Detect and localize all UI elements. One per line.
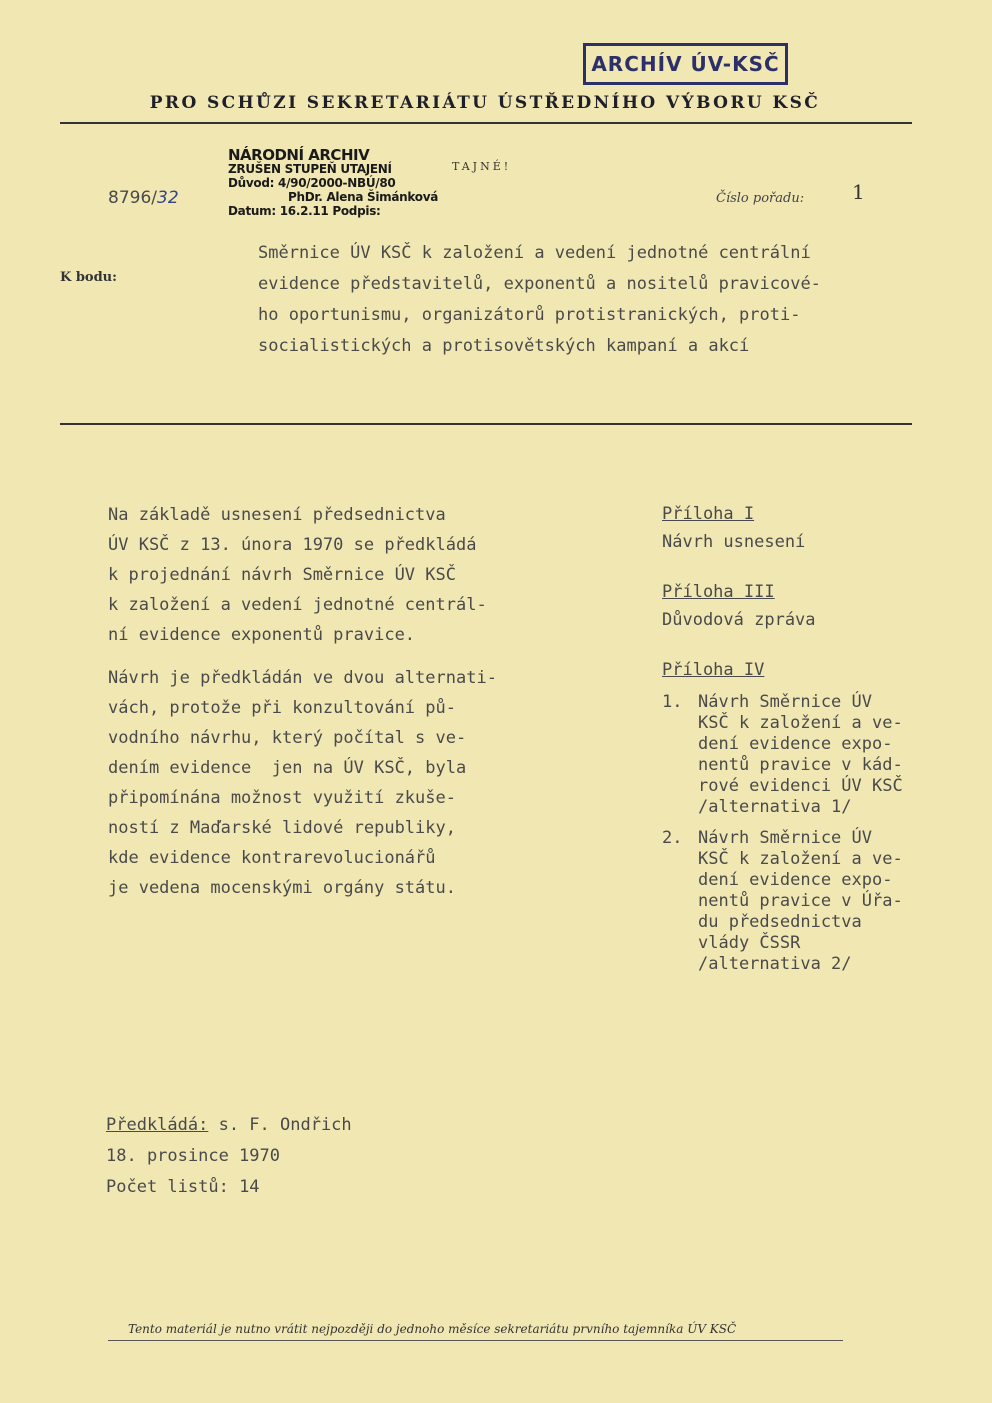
header-divider [60, 122, 912, 124]
stamp-line: PhDr. Alena Šimánková [288, 190, 439, 204]
attachment-title: Příloha IV [662, 660, 765, 680]
presenter-line [106, 1110, 352, 1141]
subject-line: Směrnice ÚV KSČ k založení a vedení jednotné centrální [258, 243, 811, 263]
bottom-divider [108, 1340, 843, 1341]
body-paragraph: Návrh je předkládán ve dvou alternati- vách, protože při konzultování pů- vodního návrhu, který počítal s ve- dením evidence jen na ÚV KSČ, byla připomínána možnost využití zkuše- ností z Maďarské lidové republiky, kde evidence kontrarevolucionářů je vedena mocenskými orgány státu. [108, 668, 497, 898]
alternative-number: 1. [662, 692, 683, 712]
attachment-subtitle: Důvodová zpráva [662, 610, 816, 630]
reference-prefix: 8796/ [108, 188, 157, 208]
archive-stamp: ARCHÍV ÚV-KSČ [583, 43, 788, 85]
presenter-name: s. F. Ondřich [208, 1115, 352, 1135]
alternative-number: 2. [662, 828, 683, 848]
document-date: 18. prosince 1970 [106, 1146, 280, 1166]
subject-line: socialistických a protisovětských kampaní a akcí [258, 336, 750, 356]
pages-line [106, 1172, 352, 1203]
reference-handwritten: 32 [157, 188, 179, 208]
presenter-label: Předkládá: [106, 1115, 209, 1135]
order-value: 1 [852, 180, 865, 204]
declassification-stamp [228, 148, 468, 218]
classification-label: TAJNÉ! [452, 160, 512, 173]
attachments-list [662, 500, 962, 985]
attachment-subtitle: Návrh usnesení [662, 532, 806, 552]
pages-value: 14 [228, 1177, 260, 1197]
subject-divider [60, 423, 912, 425]
footer-block [106, 1110, 352, 1203]
pages-label: Počet listů: [106, 1177, 229, 1197]
k-bodu-label: K bodu: [60, 270, 117, 285]
alternative-text: Návrh Směrnice ÚV KSČ k založení a ve- dení evidence expo- nentů pravice v Úřa- du předsednictva vlády ČSSR /alternativa 2/ [698, 828, 903, 974]
stamp-line: Důvod: 4/90/2000-NBÚ/80 [228, 176, 396, 190]
stamp-line: Datum: 16.2.11 Podpis: [228, 204, 381, 218]
alternative-item [662, 828, 962, 975]
subject-line: evidence představitelů, exponentů a nositelů pravicové- [258, 274, 821, 294]
body-text [108, 500, 588, 916]
stamp-title: NÁRODNÍ ARCHIV [228, 146, 370, 164]
return-notice: Tento materiál je nutno vrátit nejpozději do jednoho měsíce sekretariátu prvního tajemníka ÚV KSČ [128, 1322, 737, 1336]
document-header: PRO SCHŮZI SEKRETARIÁTU ÚSTŘEDNÍHO VÝBORU KSČ [149, 93, 821, 113]
order-label: Číslo pořadu: [716, 191, 805, 206]
alternative-text: Návrh Směrnice ÚV KSČ k založení a ve- dení evidence expo- nentů pravice v kád- rové evidenci ÚV KSČ /alternativa 1/ [698, 692, 903, 817]
subject-text [258, 238, 938, 362]
body-paragraph: Na základě usnesení předsednictva ÚV KSČ z 13. února 1970 se předkládá k projednání návrh Směrnice ÚV KSČ k založení a vedení jednotné centrál- ní evidence exponentů pravice. [108, 505, 487, 645]
stamp-line: ZRUŠEN STUPEŇ UTAJENÍ [228, 162, 392, 176]
attachment-title: Příloha III [662, 582, 775, 602]
alternative-item [662, 692, 962, 818]
reference-number [108, 188, 179, 208]
attachment-title: Příloha I [662, 504, 755, 524]
subject-line: ho oportunismu, organizátorů protistranických, proti- [258, 305, 801, 325]
